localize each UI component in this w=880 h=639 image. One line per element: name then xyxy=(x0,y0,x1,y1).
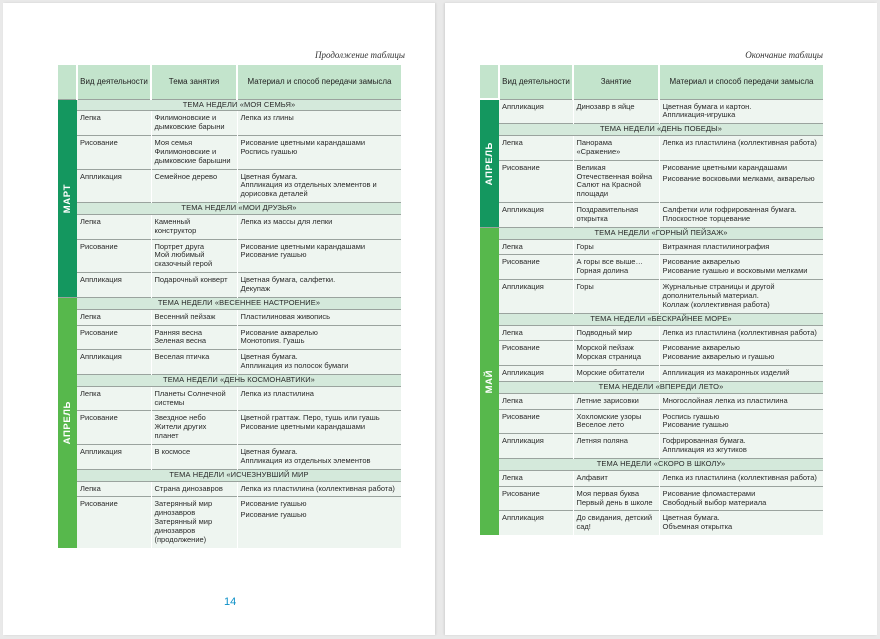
activity-cell: Аппликация xyxy=(499,366,573,382)
material-line: Цветная бумага. xyxy=(662,513,720,523)
table-row xyxy=(480,434,823,459)
week-theme: ТЕМА НЕДЕЛИ «ВЕСЕННЕЕ НАСТРОЕНИЕ» xyxy=(77,297,401,309)
material-line: Аппликация-игрушка xyxy=(662,110,736,120)
table-row xyxy=(480,486,823,511)
activities-table-left xyxy=(58,65,401,548)
table-row xyxy=(58,325,401,350)
header-spacer xyxy=(58,65,77,99)
activity-cell: Лепка xyxy=(499,393,573,409)
month-cell xyxy=(58,99,77,297)
theme-row xyxy=(58,297,401,309)
activity-cell: Рисование xyxy=(499,409,573,434)
table-row xyxy=(58,169,401,203)
topic-cell xyxy=(151,239,237,273)
week-theme: ТЕМА НЕДЕЛИ «МОЯ СЕМЬЯ» xyxy=(77,99,401,111)
activity-cell: Аппликация xyxy=(499,99,573,124)
material-cell xyxy=(659,341,823,366)
table-row xyxy=(58,350,401,375)
activity-cell: Рисование xyxy=(499,341,573,366)
table-row xyxy=(58,386,401,411)
header-material: Материал и способ передачи замысла xyxy=(659,65,823,99)
topic-cell xyxy=(151,497,237,548)
header-topic: Тема занятия xyxy=(151,65,237,99)
topic-cell: Летняя поляна xyxy=(573,434,659,459)
topic-cell: Каменный конструктор xyxy=(151,214,237,239)
topic-line: Мой любимый сказочный герой xyxy=(154,250,213,269)
week-theme: ТЕМА НЕДЕЛИ «СКОРО В ШКОЛУ» xyxy=(499,458,823,470)
week-theme: ТЕМА НЕДЕЛИ «ДЕНЬ КОСМОНАВТИКИ» xyxy=(77,374,401,386)
topic-cell: Панорама «Сражение» xyxy=(573,136,659,161)
topic-line: Ранняя весна xyxy=(154,327,203,337)
material-cell xyxy=(659,203,823,228)
topic-line: Зеленая весна xyxy=(154,336,207,346)
topic-cell: Морские обитатели xyxy=(573,366,659,382)
topic-cell: Горы xyxy=(573,239,659,255)
topic-cell: Семейное дерево xyxy=(151,169,237,203)
material-line: Рисование гуашью и восковыми мелками xyxy=(662,266,808,276)
table-row xyxy=(58,309,401,325)
material-cell xyxy=(237,136,401,170)
topic-cell: Подводный мир xyxy=(573,325,659,341)
material-line: Роспись гуашью xyxy=(240,146,298,156)
topic-line: Горная долина xyxy=(576,266,629,276)
topic-cell xyxy=(573,160,659,202)
activity-cell: Лепка xyxy=(499,239,573,255)
activity-cell: Рисование xyxy=(499,255,573,280)
material-line: Свободный выбор материала xyxy=(662,497,767,507)
table-row xyxy=(58,136,401,170)
material-line: Аппликация из отдельных элементов xyxy=(240,455,371,465)
theme-row xyxy=(58,203,401,215)
material-cell xyxy=(659,160,823,202)
material-cell: Пластилиновая живопись xyxy=(237,309,401,325)
material-line: Аппликация из жгутиков xyxy=(662,445,747,455)
header-material: Материал и способ передачи замысла xyxy=(237,65,401,99)
topic-cell: Алфавит xyxy=(573,470,659,486)
topic-line: Хохломские узоры xyxy=(576,411,642,421)
material-cell xyxy=(237,497,401,548)
material-cell xyxy=(237,411,401,445)
week-theme: ТЕМА НЕДЕЛИ «ГОРНЫЙ ПЕЙЗАЖ» xyxy=(499,227,823,239)
topic-cell xyxy=(573,486,659,511)
topic-cell: Горы xyxy=(573,280,659,314)
theme-row xyxy=(480,458,823,470)
material-cell xyxy=(237,444,401,469)
week-theme: ТЕМА НЕДЕЛИ «БЕСКРАЙНЕЕ МОРЕ» xyxy=(499,313,823,325)
material-cell xyxy=(659,280,823,314)
table-row xyxy=(58,497,401,548)
activity-cell: Рисование xyxy=(499,160,573,202)
activity-cell: Лепка xyxy=(499,136,573,161)
table-row xyxy=(58,411,401,445)
activity-cell: Аппликация xyxy=(77,273,151,298)
material-line: Плоскостное торцевание xyxy=(662,213,751,223)
topic-line: Портрет друга xyxy=(154,241,205,251)
activity-cell: Аппликация xyxy=(499,511,573,535)
topic-line: Салют на Красной площади xyxy=(576,180,641,199)
activity-cell: Аппликация xyxy=(499,434,573,459)
activities-table-right xyxy=(480,65,823,535)
material-line: Рисование восковыми мелками, акварелью xyxy=(662,173,815,183)
topic-cell xyxy=(151,325,237,350)
topic-cell: Весенний пейзаж xyxy=(151,309,237,325)
material-cell: Лепка из глины xyxy=(237,111,401,136)
header-topic: Занятие xyxy=(573,65,659,99)
topic-line: Затерянный мир динозавров (продолжение) xyxy=(154,517,213,544)
activity-cell: Рисование xyxy=(77,325,151,350)
table-row xyxy=(480,160,823,202)
material-line: Рисование фломастерами xyxy=(662,488,756,498)
material-cell: Лепка из пластилина (коллективная работа) xyxy=(659,136,823,161)
table-header-row xyxy=(480,65,823,99)
activity-cell: Аппликация xyxy=(499,203,573,228)
activity-cell: Рисование xyxy=(77,411,151,445)
table-row xyxy=(480,409,823,434)
topic-cell: Подарочный конверт xyxy=(151,273,237,298)
material-line: Журнальные страницы и другой дополнительный материал. xyxy=(662,282,775,300)
table-row xyxy=(58,273,401,298)
material-line: Цветная бумага. xyxy=(240,352,298,362)
material-cell: Лепка из пластилина (коллективная работа) xyxy=(237,481,401,497)
material-line: Рисование цветными карандашами xyxy=(240,138,366,148)
table-body xyxy=(58,99,401,548)
table-row xyxy=(58,444,401,469)
table-row xyxy=(58,111,401,136)
material-cell xyxy=(659,434,823,459)
month-label: АПРЕЛЬ xyxy=(61,401,73,445)
theme-row xyxy=(58,469,401,481)
material-cell xyxy=(237,239,401,273)
topic-line: Морская страница xyxy=(576,352,642,362)
month-label: АПРЕЛЬ xyxy=(483,141,495,186)
material-line: Коллаж (коллективная работа) xyxy=(662,299,770,309)
table-row xyxy=(480,341,823,366)
topic-cell: Динозавр в яйце xyxy=(573,99,659,124)
topic-cell xyxy=(151,411,237,445)
topic-line: Великая Отечественная война xyxy=(576,162,653,181)
material-line: Рисование гуашью xyxy=(662,420,729,430)
material-line: Рисование акварелью xyxy=(240,327,318,337)
table-row xyxy=(480,280,823,314)
table-row xyxy=(480,255,823,280)
topic-line: Затерянный мир динозавров xyxy=(154,499,213,518)
topic-line: Звездное небо xyxy=(154,413,206,423)
topic-line: Веселое лето xyxy=(576,420,625,430)
material-line: Объемная открытка xyxy=(662,522,733,532)
topic-cell: Филимоновские и дымковские барыни xyxy=(151,111,237,136)
material-line: Рисование цветными карандашами xyxy=(662,162,788,172)
activity-cell: Аппликация xyxy=(77,169,151,203)
table-row xyxy=(480,470,823,486)
topic-line: Жители других планет xyxy=(154,422,207,441)
continuation-caption: Продолжение таблицы xyxy=(314,50,405,60)
material-line: Рисование акварелью xyxy=(662,257,740,267)
material-cell: Витражная пластилинография xyxy=(659,239,823,255)
month-cell xyxy=(480,227,499,535)
month-cell xyxy=(480,99,499,227)
topic-cell: Веселая птичка xyxy=(151,350,237,375)
activity-cell: Лепка xyxy=(77,481,151,497)
material-line: Монотопия. Гуашь xyxy=(240,336,305,346)
material-line: Салфетки или гофрированная бумага. xyxy=(662,205,797,215)
table-row xyxy=(480,136,823,161)
activity-cell: Аппликация xyxy=(77,350,151,375)
topic-line: Морской пейзаж xyxy=(576,343,634,353)
table-row xyxy=(58,239,401,273)
activity-cell: Аппликация xyxy=(499,280,573,314)
theme-row xyxy=(480,124,823,136)
material-line: Аппликация из отдельных элементов и дорисовка деталей xyxy=(240,180,377,199)
table-row xyxy=(58,481,401,497)
material-cell xyxy=(659,486,823,511)
material-line: Цветная бумага. xyxy=(240,446,298,456)
topic-line: Моя первая буква xyxy=(576,488,640,498)
theme-row xyxy=(58,374,401,386)
activity-cell: Лепка xyxy=(499,470,573,486)
week-theme: ТЕМА НЕДЕЛИ «ВПЕРЕДИ ЛЕТО» xyxy=(499,381,823,393)
table-body xyxy=(480,99,823,535)
material-cell xyxy=(237,325,401,350)
material-cell xyxy=(237,273,401,298)
table-row xyxy=(480,325,823,341)
table-row xyxy=(480,239,823,255)
material-line: Цветной граттаж. Перо, тушь или гуашь xyxy=(240,413,380,423)
activity-cell: Лепка xyxy=(77,111,151,136)
month-label: МАРТ xyxy=(61,183,73,213)
material-cell xyxy=(659,255,823,280)
material-cell xyxy=(659,511,823,535)
material-line: Декупаж xyxy=(240,284,271,293)
page-number: 14 xyxy=(224,596,237,608)
topic-cell xyxy=(151,136,237,170)
topic-line: Моя семья xyxy=(154,138,193,148)
material-line: Цветная бумага. xyxy=(240,171,298,181)
material-line: Рисование гуашью xyxy=(240,250,307,260)
activity-cell: Лепка xyxy=(77,309,151,325)
material-line: Цветная бумага и картон. xyxy=(662,101,752,111)
topic-cell: Поздравительная открытка xyxy=(573,203,659,228)
material-cell: Лепка из массы для лепки xyxy=(237,214,401,239)
topic-line: А горы все выше… xyxy=(576,257,643,267)
topic-cell xyxy=(573,409,659,434)
material-line: Рисование акварелью и гуашью xyxy=(662,352,775,362)
table-row xyxy=(480,393,823,409)
month-label: МАЙ xyxy=(483,369,495,394)
material-line: Аппликация из полосок бумаги xyxy=(240,361,349,371)
header-activity: Вид деятельности xyxy=(77,65,151,99)
material-cell xyxy=(659,99,823,124)
topic-cell xyxy=(573,341,659,366)
topic-cell: До свидания, детский сад! xyxy=(573,511,659,535)
header-activity: Вид деятельности xyxy=(499,65,573,99)
material-cell xyxy=(237,169,401,203)
material-cell: Лепка из пластилина xyxy=(237,386,401,411)
theme-row xyxy=(480,313,823,325)
activity-cell: Рисование xyxy=(499,486,573,511)
material-line: Рисование гуашью xyxy=(240,510,307,520)
week-theme: ТЕМА НЕДЕЛИ «МОИ ДРУЗЬЯ» xyxy=(77,203,401,215)
table-row xyxy=(480,511,823,535)
material-cell: Лепка из пластилина (коллективная работа) xyxy=(659,325,823,341)
topic-cell: Планеты Солнечной системы xyxy=(151,386,237,411)
material-cell xyxy=(237,350,401,375)
continuation-caption: Окончание таблицы xyxy=(745,50,823,60)
header-spacer xyxy=(480,65,499,99)
activity-cell: Рисование xyxy=(77,136,151,170)
material-line: Рисование гуашью xyxy=(240,499,307,509)
theme-row xyxy=(58,99,401,111)
topic-line: Первый день в школе xyxy=(576,497,653,507)
table-row xyxy=(58,214,401,239)
material-line: Рисование цветными карандашами xyxy=(240,422,366,432)
material-line: Рисование акварелью xyxy=(662,343,740,353)
week-theme: ТЕМА НЕДЕЛИ «ИСЧЕЗНУВШИЙ МИР xyxy=(77,469,401,481)
material-cell: Аппликация из макаронных изделий xyxy=(659,366,823,382)
activity-cell: Лепка xyxy=(77,386,151,411)
month-cell xyxy=(58,297,77,547)
topic-line: Филимоновские и дымковские барышни xyxy=(154,146,231,165)
activity-cell: Аппликация xyxy=(77,444,151,469)
table-row xyxy=(480,366,823,382)
left-page xyxy=(3,3,435,635)
topic-cell xyxy=(573,255,659,280)
table-row xyxy=(480,203,823,228)
material-cell: Лепка из пластилина (коллективная работа) xyxy=(659,470,823,486)
material-line: Роспись гуашью xyxy=(662,411,720,421)
activity-cell: Лепка xyxy=(499,325,573,341)
week-theme: ТЕМА НЕДЕЛИ «ДЕНЬ ПОБЕДЫ» xyxy=(499,124,823,136)
material-cell: Многослойная лепка из пластилина xyxy=(659,393,823,409)
table-row xyxy=(480,99,823,124)
theme-row xyxy=(480,227,823,239)
right-page xyxy=(445,3,877,635)
table-header-row xyxy=(58,65,401,99)
topic-cell: Страна динозавров xyxy=(151,481,237,497)
topic-cell: В космосе xyxy=(151,444,237,469)
activity-cell: Рисование xyxy=(77,497,151,548)
theme-row xyxy=(480,381,823,393)
material-cell xyxy=(659,409,823,434)
material-line: Рисование цветными карандашами xyxy=(240,241,366,251)
topic-cell: Летние зарисовки xyxy=(573,393,659,409)
material-line: Гофрированная бумага. xyxy=(662,436,746,446)
activity-cell: Рисование xyxy=(77,239,151,273)
activity-cell: Лепка xyxy=(77,214,151,239)
material-line: Цветная бумага, салфетки. xyxy=(240,275,336,285)
